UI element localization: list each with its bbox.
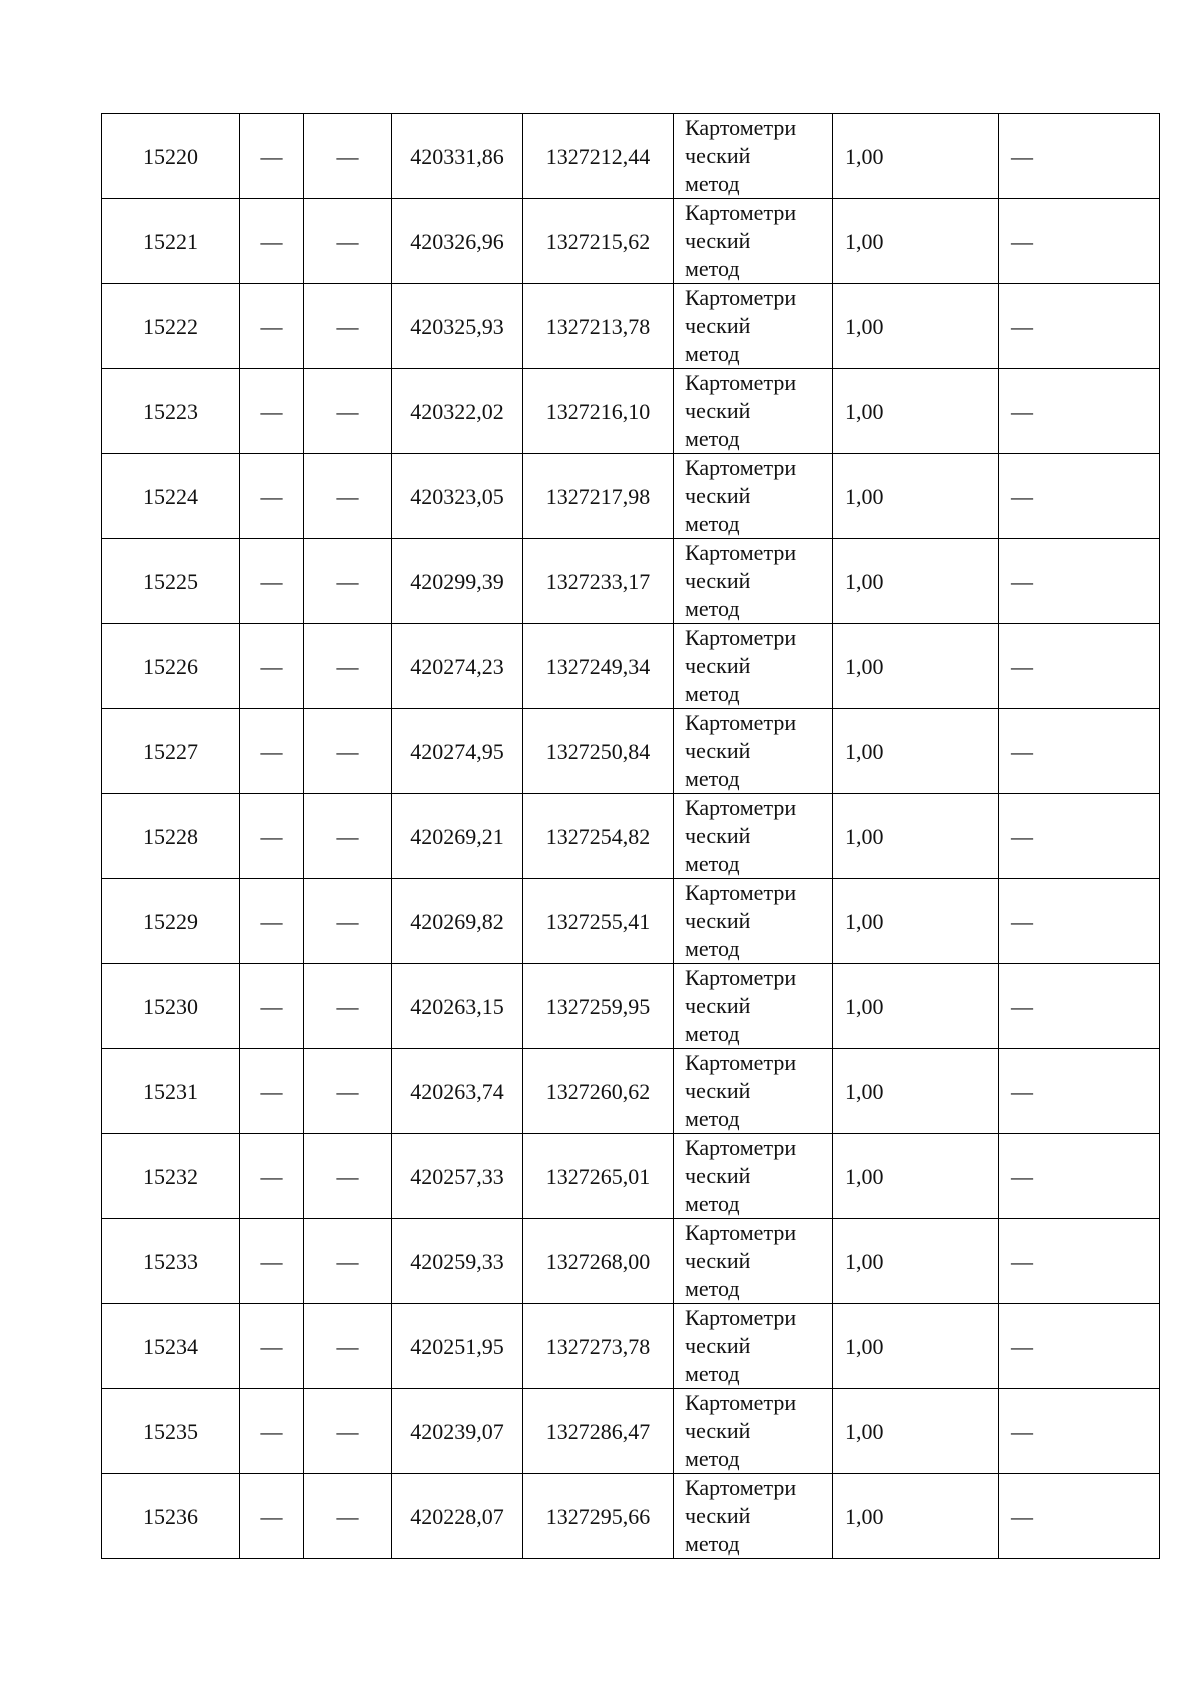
accuracy-cell: 1,00 (833, 1304, 999, 1389)
method-line: ческий (685, 823, 751, 848)
accuracy-cell: 1,00 (833, 284, 999, 369)
method-line: метод (685, 681, 740, 706)
method-line: метод (685, 1276, 740, 1301)
method-line: Картометри (685, 1305, 797, 1330)
method-line: Картометри (685, 625, 797, 650)
method-line: метод (685, 341, 740, 366)
x-coordinate-cell: 420323,05 (392, 454, 523, 539)
method-cell (674, 794, 833, 879)
y-coordinate-cell: 1327215,62 (523, 199, 674, 284)
accuracy-cell: 1,00 (833, 1474, 999, 1559)
accuracy-cell: 1,00 (833, 794, 999, 879)
dash-cell: — (304, 284, 392, 369)
method-line: ческий (685, 993, 751, 1018)
point-number-cell: 15222 (102, 284, 240, 369)
dash-cell: — (999, 369, 1160, 454)
y-coordinate-cell: 1327295,66 (523, 1474, 674, 1559)
x-coordinate-cell: 420263,15 (392, 964, 523, 1049)
method-line: метод (685, 766, 740, 791)
method-cell (674, 114, 833, 199)
table-row (102, 964, 1160, 1049)
dash-cell: — (304, 794, 392, 879)
dash-cell: — (304, 1389, 392, 1474)
method-cell (674, 1474, 833, 1559)
dash-cell: — (304, 964, 392, 1049)
dash-cell: — (240, 1049, 304, 1134)
dash-cell: — (999, 1304, 1160, 1389)
y-coordinate-cell: 1327255,41 (523, 879, 674, 964)
y-coordinate-cell: 1327233,17 (523, 539, 674, 624)
dash-cell: — (999, 1134, 1160, 1219)
method-line: Картометри (685, 200, 797, 225)
dash-cell: — (304, 1474, 392, 1559)
point-number-cell: 15220 (102, 114, 240, 199)
table-row (102, 709, 1160, 794)
table-row (102, 539, 1160, 624)
y-coordinate-cell: 1327216,10 (523, 369, 674, 454)
point-number-cell: 15225 (102, 539, 240, 624)
dash-cell: — (240, 794, 304, 879)
table-row (102, 1134, 1160, 1219)
dash-cell: — (999, 624, 1160, 709)
accuracy-cell: 1,00 (833, 199, 999, 284)
y-coordinate-cell: 1327250,84 (523, 709, 674, 794)
dash-cell: — (240, 114, 304, 199)
method-line: Картометри (685, 965, 797, 990)
x-coordinate-cell: 420274,23 (392, 624, 523, 709)
x-coordinate-cell: 420322,02 (392, 369, 523, 454)
dash-cell: — (999, 1049, 1160, 1134)
dash-cell: — (999, 794, 1160, 879)
method-line: ческий (685, 1418, 751, 1443)
dash-cell: — (304, 709, 392, 794)
method-line: ческий (685, 1078, 751, 1103)
method-line: метод (685, 1021, 740, 1046)
method-line: метод (685, 1446, 740, 1471)
dash-cell: — (999, 1389, 1160, 1474)
x-coordinate-cell: 420257,33 (392, 1134, 523, 1219)
point-number-cell: 15235 (102, 1389, 240, 1474)
dash-cell: — (304, 369, 392, 454)
x-coordinate-cell: 420251,95 (392, 1304, 523, 1389)
table-row (102, 369, 1160, 454)
method-line: метод (685, 511, 740, 536)
dash-cell: — (999, 1474, 1160, 1559)
method-line: ческий (685, 483, 751, 508)
x-coordinate-cell: 420331,86 (392, 114, 523, 199)
accuracy-cell: 1,00 (833, 1389, 999, 1474)
dash-cell: — (240, 1134, 304, 1219)
point-number-cell: 15229 (102, 879, 240, 964)
point-number-cell: 15232 (102, 1134, 240, 1219)
dash-cell: — (999, 879, 1160, 964)
table-row (102, 879, 1160, 964)
dash-cell: — (999, 454, 1160, 539)
method-cell (674, 369, 833, 454)
dash-cell: — (240, 1389, 304, 1474)
table-row (102, 1219, 1160, 1304)
table-row (102, 794, 1160, 879)
method-line: Картометри (685, 455, 797, 480)
dash-cell: — (304, 624, 392, 709)
x-coordinate-cell: 420274,95 (392, 709, 523, 794)
table-row (102, 1049, 1160, 1134)
dash-cell: — (240, 539, 304, 624)
method-cell (674, 284, 833, 369)
method-line: метод (685, 1191, 740, 1216)
dash-cell: — (240, 964, 304, 1049)
x-coordinate-cell: 420326,96 (392, 199, 523, 284)
method-line: Картометри (685, 1390, 797, 1415)
dash-cell: — (304, 1049, 392, 1134)
dash-cell: — (304, 1219, 392, 1304)
method-line: ческий (685, 568, 751, 593)
point-number-cell: 15230 (102, 964, 240, 1049)
method-line: метод (685, 596, 740, 621)
method-line: метод (685, 1106, 740, 1131)
y-coordinate-cell: 1327286,47 (523, 1389, 674, 1474)
method-cell (674, 539, 833, 624)
y-coordinate-cell: 1327217,98 (523, 454, 674, 539)
method-line: Картометри (685, 115, 797, 140)
x-coordinate-cell: 420269,21 (392, 794, 523, 879)
table-row (102, 284, 1160, 369)
dash-cell: — (240, 709, 304, 794)
dash-cell: — (240, 624, 304, 709)
table-row (102, 624, 1160, 709)
x-coordinate-cell: 420325,93 (392, 284, 523, 369)
dash-cell: — (304, 879, 392, 964)
dash-cell: — (999, 539, 1160, 624)
table-row (102, 1474, 1160, 1559)
dash-cell: — (240, 369, 304, 454)
x-coordinate-cell: 420259,33 (392, 1219, 523, 1304)
method-line: Картометри (685, 795, 797, 820)
method-line: ческий (685, 228, 751, 253)
accuracy-cell: 1,00 (833, 114, 999, 199)
method-line: ческий (685, 653, 751, 678)
method-cell (674, 454, 833, 539)
method-line: метод (685, 256, 740, 281)
table-body (102, 114, 1160, 1559)
method-line: метод (685, 851, 740, 876)
dash-cell: — (240, 454, 304, 539)
method-line: метод (685, 171, 740, 196)
dash-cell: — (240, 1219, 304, 1304)
method-line: Картометри (685, 880, 797, 905)
table-row (102, 1304, 1160, 1389)
method-line: метод (685, 1361, 740, 1386)
y-coordinate-cell: 1327212,44 (523, 114, 674, 199)
accuracy-cell: 1,00 (833, 369, 999, 454)
method-line: ческий (685, 143, 751, 168)
accuracy-cell: 1,00 (833, 1134, 999, 1219)
method-line: ческий (685, 1333, 751, 1358)
method-line: Картометри (685, 285, 797, 310)
point-number-cell: 15234 (102, 1304, 240, 1389)
dash-cell: — (240, 1474, 304, 1559)
coordinates-table (101, 113, 1160, 1559)
method-line: ческий (685, 1503, 751, 1528)
y-coordinate-cell: 1327265,01 (523, 1134, 674, 1219)
point-number-cell: 15221 (102, 199, 240, 284)
method-line: Картометри (685, 540, 797, 565)
method-line: ческий (685, 908, 751, 933)
method-line: метод (685, 936, 740, 961)
method-line: ческий (685, 1248, 751, 1273)
dash-cell: — (304, 199, 392, 284)
dash-cell: — (304, 539, 392, 624)
accuracy-cell: 1,00 (833, 1049, 999, 1134)
method-line: Картометри (685, 1475, 797, 1500)
y-coordinate-cell: 1327254,82 (523, 794, 674, 879)
dash-cell: — (999, 284, 1160, 369)
y-coordinate-cell: 1327260,62 (523, 1049, 674, 1134)
y-coordinate-cell: 1327273,78 (523, 1304, 674, 1389)
dash-cell: — (999, 199, 1160, 284)
method-cell (674, 964, 833, 1049)
accuracy-cell: 1,00 (833, 1219, 999, 1304)
x-coordinate-cell: 420269,82 (392, 879, 523, 964)
method-cell (674, 1049, 833, 1134)
method-cell (674, 709, 833, 794)
dash-cell: — (240, 1304, 304, 1389)
method-line: Картометри (685, 710, 797, 735)
y-coordinate-cell: 1327268,00 (523, 1219, 674, 1304)
method-cell (674, 1389, 833, 1474)
table-row (102, 454, 1160, 539)
method-line: Картометри (685, 1220, 797, 1245)
method-line: ческий (685, 398, 751, 423)
method-line: Картометри (685, 1135, 797, 1160)
method-line: Картометри (685, 1050, 797, 1075)
method-line: ческий (685, 1163, 751, 1188)
dash-cell: — (240, 199, 304, 284)
x-coordinate-cell: 420228,07 (392, 1474, 523, 1559)
x-coordinate-cell: 420263,74 (392, 1049, 523, 1134)
accuracy-cell: 1,00 (833, 964, 999, 1049)
dash-cell: — (240, 284, 304, 369)
method-line: Картометри (685, 370, 797, 395)
dash-cell: — (999, 114, 1160, 199)
point-number-cell: 15231 (102, 1049, 240, 1134)
dash-cell: — (304, 1134, 392, 1219)
method-cell (674, 879, 833, 964)
point-number-cell: 15228 (102, 794, 240, 879)
point-number-cell: 15227 (102, 709, 240, 794)
point-number-cell: 15224 (102, 454, 240, 539)
method-cell (674, 1134, 833, 1219)
point-number-cell: 15236 (102, 1474, 240, 1559)
dash-cell: — (999, 709, 1160, 794)
method-cell (674, 1304, 833, 1389)
x-coordinate-cell: 420299,39 (392, 539, 523, 624)
method-cell (674, 1219, 833, 1304)
method-cell (674, 624, 833, 709)
table-row (102, 199, 1160, 284)
dash-cell: — (304, 114, 392, 199)
point-number-cell: 15233 (102, 1219, 240, 1304)
accuracy-cell: 1,00 (833, 454, 999, 539)
x-coordinate-cell: 420239,07 (392, 1389, 523, 1474)
accuracy-cell: 1,00 (833, 709, 999, 794)
accuracy-cell: 1,00 (833, 624, 999, 709)
accuracy-cell: 1,00 (833, 539, 999, 624)
table-row (102, 114, 1160, 199)
y-coordinate-cell: 1327259,95 (523, 964, 674, 1049)
dash-cell: — (240, 879, 304, 964)
accuracy-cell: 1,00 (833, 879, 999, 964)
dash-cell: — (304, 1304, 392, 1389)
table-row (102, 1389, 1160, 1474)
method-line: метод (685, 426, 740, 451)
y-coordinate-cell: 1327213,78 (523, 284, 674, 369)
method-cell (674, 199, 833, 284)
dash-cell: — (999, 964, 1160, 1049)
point-number-cell: 15226 (102, 624, 240, 709)
method-line: метод (685, 1531, 740, 1556)
method-line: ческий (685, 313, 751, 338)
y-coordinate-cell: 1327249,34 (523, 624, 674, 709)
dash-cell: — (999, 1219, 1160, 1304)
point-number-cell: 15223 (102, 369, 240, 454)
dash-cell: — (304, 454, 392, 539)
method-line: ческий (685, 738, 751, 763)
